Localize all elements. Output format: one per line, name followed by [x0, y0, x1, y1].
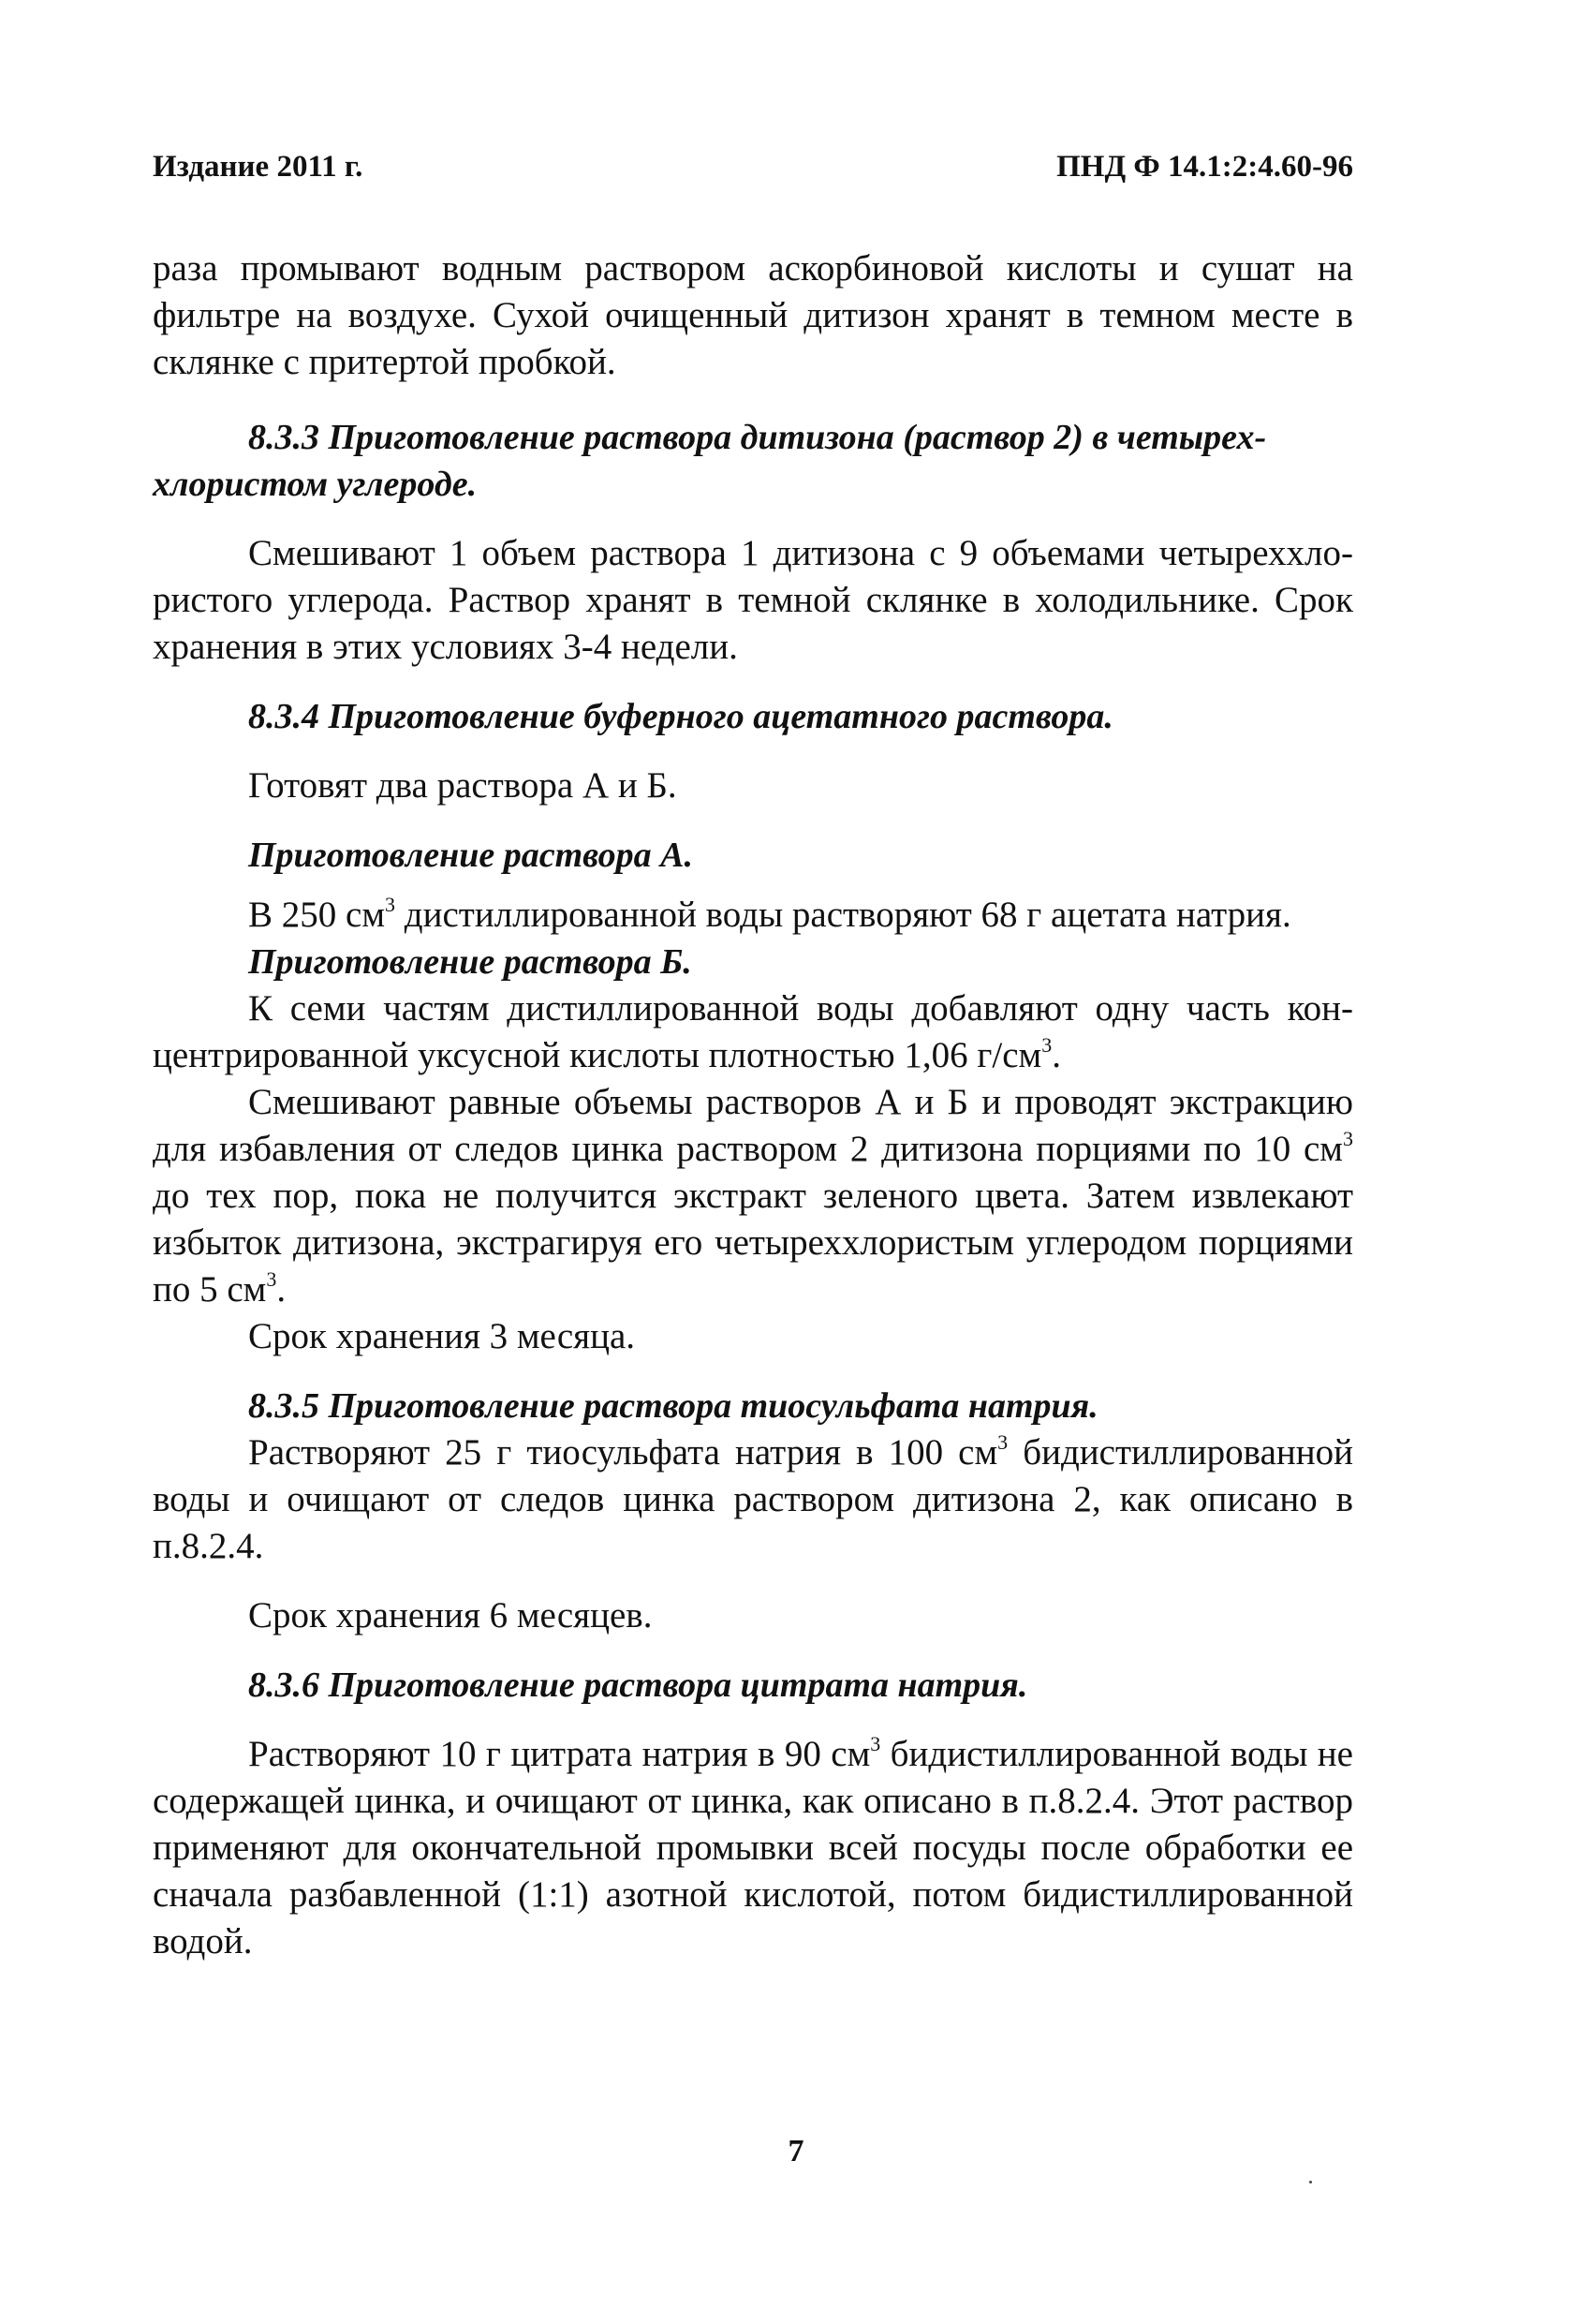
- paragraph-mix: [153, 1079, 1353, 1313]
- heading-solution-a: Приготовление раствора А.: [248, 836, 693, 875]
- paragraph-8-3-4: Готовят два раствора А и Б.: [248, 765, 677, 806]
- spacer: [153, 1570, 1353, 1592]
- heading-solution-b: Приготовление раствора Б.: [248, 942, 692, 982]
- heading-8-3-3: 8.3.3 Приготовление раствора дитизона (раствор 2) в четыреххлористом углероде.: [153, 418, 1267, 504]
- page-body: [153, 245, 1353, 1965]
- paragraph-8-3-3: Смешивают 1 объем раствора 1 дитизона с 9 объемами четыреххлористого углерода. Раствор хранят в темной склянке в холодильнике. Срок хранения в этих условиях 3-4 недели.: [153, 533, 1353, 667]
- paragraph-solution-a: [153, 892, 1353, 939]
- text-run: Смешивают равные объемы растворов А и Б и проводят экстракцию для избавления от следов цинка раствором 2 дитизона порциями по 10 см: [153, 1082, 1353, 1169]
- superscript: 3: [385, 893, 396, 916]
- spacer: [153, 879, 1353, 892]
- page-header: [153, 150, 1353, 193]
- scan-speck: [1309, 2181, 1312, 2183]
- superscript: 3: [997, 1430, 1009, 1454]
- text-run: .: [276, 1269, 287, 1310]
- text-run: В 250 см: [248, 895, 386, 935]
- heading-8-3-4: 8.3.4 Приготовление буферного ацетатного раствора.: [248, 697, 1113, 736]
- edition-label: Издание 2011 г.: [153, 150, 363, 184]
- heading-8-3-5: 8.3.5 Приготовление раствора тиосульфата натрия.: [248, 1386, 1098, 1426]
- page-number: 7: [788, 2134, 804, 2169]
- superscript: 3: [870, 1732, 881, 1755]
- paragraph-storage-6-months: Срок хранения 6 месяцев.: [248, 1595, 653, 1636]
- spacer: [153, 1360, 1353, 1383]
- spacer: [153, 809, 1353, 832]
- paragraph-storage-3-months: Срок хранения 3 месяца.: [248, 1316, 636, 1356]
- text-run: дистиллированной воды растворяют 68 г ацетата натрия.: [395, 895, 1291, 935]
- paragraph-intro: раза промывают водным раствором аскорбиновой кислоты и сушат на фильтре на воздухе. Сухой очищенный дитизон хранят в темном месте в склянке с притертой пробкой.: [153, 248, 1353, 382]
- spacer: [153, 671, 1353, 693]
- superscript: 3: [1343, 1127, 1353, 1150]
- paragraph-8-3-5: [153, 1429, 1353, 1570]
- text-run: бидистиллированной воды не содержащей цинка, и очищают от цинка, как описано в п.8.2.4. Этот раствор применяют для окончательной промывки всей посуды после обработки ее сначала разбавленной (1:1) азотной кислотой, потом бидистиллированной водой.: [153, 1734, 1353, 1961]
- spacer: [153, 740, 1353, 762]
- text-run: бидистиллированной воды и очищают от следов цинка раствором дитизона 2, как описано в п.8.2.4.: [153, 1432, 1354, 1566]
- spacer: [153, 1709, 1353, 1731]
- spacer: [153, 386, 1353, 414]
- superscript: 3: [266, 1267, 277, 1291]
- text-run: К семи частям дистиллированной воды добавляют одну часть концентрированной уксусной кислоты плотностью 1,06 г/см: [153, 988, 1353, 1075]
- spacer: [153, 508, 1353, 530]
- heading-8-3-6: 8.3.6 Приготовление раствора цитрата натрия.: [248, 1665, 1028, 1705]
- superscript: 3: [1041, 1033, 1053, 1057]
- text-run: до тех пор, пока не получится экстракт зеленого цвета. Затем извлекают избыток дитизона, экстрагируя его четыреххлористым углеродом порциями по 5 см: [153, 1176, 1353, 1310]
- text-run: .: [1052, 1035, 1061, 1075]
- text-run: Растворяют 25 г тиосульфата натрия в 100 см: [248, 1432, 998, 1473]
- paragraph-solution-b: [153, 985, 1353, 1079]
- spacer: [153, 1639, 1353, 1662]
- paragraph-8-3-6: [153, 1731, 1353, 1965]
- document-code: ПНД Ф 14.1:2:4.60-96: [1056, 150, 1353, 184]
- text-run: Растворяют 10 г цитрата натрия в 90 см: [248, 1734, 871, 1774]
